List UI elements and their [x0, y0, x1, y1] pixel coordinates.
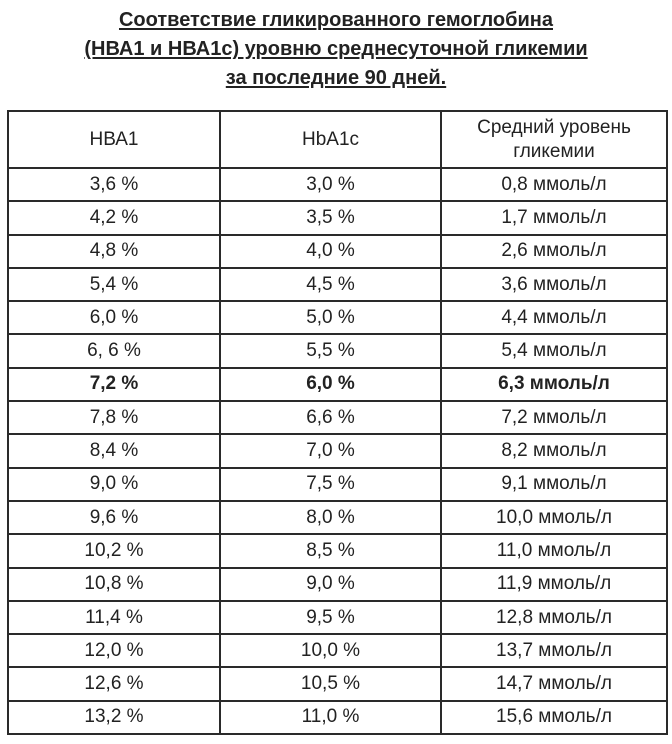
header-hba1: НВА1: [8, 111, 220, 168]
cell-hba1: 12,0 %: [8, 634, 220, 667]
table-header-row: [8, 111, 667, 168]
cell-average-glycemia: 11,0 ммоль/л: [441, 534, 667, 567]
cell-hba1c: 4,5 %: [220, 268, 441, 301]
table-row: [8, 235, 667, 268]
cell-hba1c: 3,5 %: [220, 201, 441, 234]
cell-hba1: 7,8 %: [8, 401, 220, 434]
cell-average-glycemia: 8,2 ммоль/л: [441, 434, 667, 467]
title-line-3-text: за последние 90 дней.: [225, 67, 447, 89]
cell-hba1c: 8,0 %: [220, 501, 441, 534]
table-row: [8, 568, 667, 601]
cell-average-glycemia: 7,2 ммоль/л: [441, 401, 667, 434]
cell-average-glycemia: 10,0 ммоль/л: [441, 501, 667, 534]
cell-hba1c: 3,0 %: [220, 168, 441, 201]
table-body: [8, 168, 667, 734]
cell-average-glycemia: 0,8 ммоль/л: [441, 168, 667, 201]
cell-average-glycemia: 11,9 ммоль/л: [441, 568, 667, 601]
table-row: [8, 601, 667, 634]
cell-average-glycemia: 13,7 ммоль/л: [441, 634, 667, 667]
cell-hba1c: 11,0 %: [220, 701, 441, 734]
title-line-2-text: (НВА1 и НВА1с) уровню среднесуточной гликемии: [84, 38, 588, 60]
cell-average-glycemia: 6,3 ммоль/л: [441, 368, 667, 401]
cell-hba1: 9,0 %: [8, 468, 220, 501]
cell-average-glycemia: 9,1 ммоль/л: [441, 468, 667, 501]
cell-hba1c: 5,0 %: [220, 301, 441, 334]
cell-hba1: 4,8 %: [8, 235, 220, 268]
cell-hba1: 10,2 %: [8, 534, 220, 567]
cell-hba1c: 7,5 %: [220, 468, 441, 501]
table-row: [8, 368, 667, 401]
header-hba1c: HbA1c: [220, 111, 441, 168]
cell-hba1: 4,2 %: [8, 201, 220, 234]
cell-average-glycemia: 4,4 ммоль/л: [441, 301, 667, 334]
cell-hba1c: 10,0 %: [220, 634, 441, 667]
cell-hba1c: 9,5 %: [220, 601, 441, 634]
cell-hba1c: 10,5 %: [220, 667, 441, 700]
title-line-2: [0, 35, 672, 64]
header-average-glycemia-text: Средний уровень гликемии: [477, 116, 631, 162]
cell-hba1c: 8,5 %: [220, 534, 441, 567]
cell-average-glycemia: 1,7 ммоль/л: [441, 201, 667, 234]
table-row: [8, 168, 667, 201]
cell-hba1c: 5,5 %: [220, 334, 441, 367]
table-row: [8, 468, 667, 501]
cell-average-glycemia: 3,6 ммоль/л: [441, 268, 667, 301]
cell-hba1: 13,2 %: [8, 701, 220, 734]
cell-hba1: 6,0 %: [8, 301, 220, 334]
cell-hba1: 7,2 %: [8, 368, 220, 401]
table-row: [8, 268, 667, 301]
cell-hba1: 9,6 %: [8, 501, 220, 534]
table-row: [8, 701, 667, 734]
cell-average-glycemia: 15,6 ммоль/л: [441, 701, 667, 734]
table-row: [8, 401, 667, 434]
cell-hba1c: 6,0 %: [220, 368, 441, 401]
cell-hba1: 11,4 %: [8, 601, 220, 634]
table-row: [8, 634, 667, 667]
cell-average-glycemia: 14,7 ммоль/л: [441, 667, 667, 700]
cell-hba1: 8,4 %: [8, 434, 220, 467]
title-line-3: [0, 64, 672, 93]
cell-average-glycemia: 12,8 ммоль/л: [441, 601, 667, 634]
cell-hba1: 6, 6 %: [8, 334, 220, 367]
table-row: [8, 301, 667, 334]
title-line-1: [0, 6, 672, 35]
cell-hba1: 10,8 %: [8, 568, 220, 601]
cell-hba1: 3,6 %: [8, 168, 220, 201]
cell-hba1: 5,4 %: [8, 268, 220, 301]
cell-hba1c: 6,6 %: [220, 401, 441, 434]
table-row: [8, 667, 667, 700]
cell-hba1c: 7,0 %: [220, 434, 441, 467]
cell-average-glycemia: 5,4 ммоль/л: [441, 334, 667, 367]
table-row: [8, 201, 667, 234]
cell-average-glycemia: 2,6 ммоль/л: [441, 235, 667, 268]
cell-hba1c: 9,0 %: [220, 568, 441, 601]
cell-hba1c: 4,0 %: [220, 235, 441, 268]
glycemia-table: [7, 110, 668, 735]
table-row: [8, 434, 667, 467]
table-row: [8, 334, 667, 367]
title-line-1-text: Соответствие гликированного гемоглобина: [118, 9, 553, 31]
document-title: [0, 6, 672, 93]
cell-hba1: 12,6 %: [8, 667, 220, 700]
header-average-glycemia: [441, 111, 667, 168]
table-row: [8, 534, 667, 567]
table-row: [8, 501, 667, 534]
